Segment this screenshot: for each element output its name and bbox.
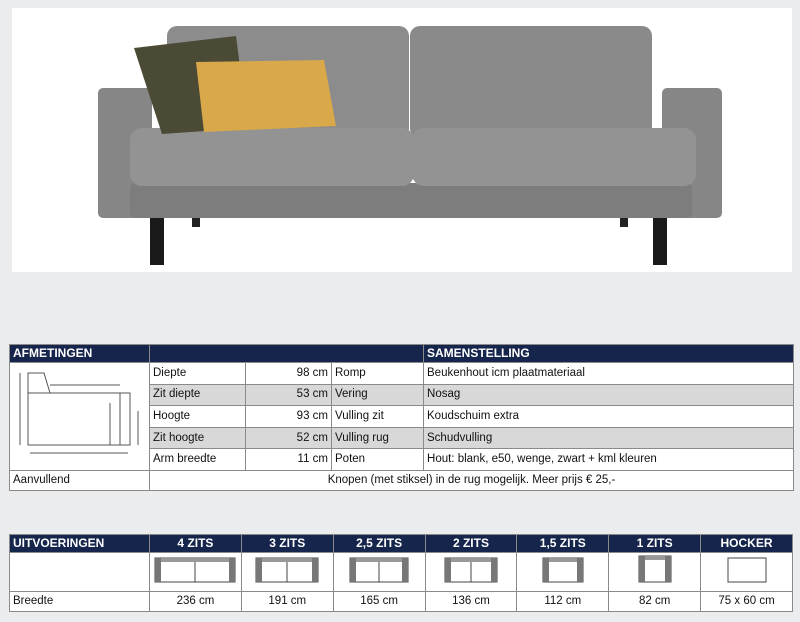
composition-value: Koudschuim extra xyxy=(424,406,794,428)
width-value: 75 x 60 cm xyxy=(701,592,793,612)
dimension-value: 93 cm xyxy=(246,406,332,428)
dimension-diagram-icon xyxy=(10,363,150,471)
version-column: 1 ZITS xyxy=(609,535,701,553)
dimension-label: Zit diepte xyxy=(150,384,246,406)
width-value: 136 cm xyxy=(425,592,517,612)
width-value: 112 cm xyxy=(517,592,609,612)
dimension-label: Diepte xyxy=(150,363,246,385)
versions-header: UITVOERINGEN xyxy=(10,535,150,553)
sofa-1-icon xyxy=(609,553,701,592)
extra-text: Knopen (met stiksel) in de rug mogelijk. Meer prijs € 25,- xyxy=(150,471,794,491)
composition-value: Nosag xyxy=(424,384,794,406)
version-column: 2,5 ZITS xyxy=(333,535,425,553)
composition-header: SAMENSTELLING xyxy=(424,345,794,363)
sofa-1-5-icon xyxy=(517,553,609,592)
sofa-3-icon xyxy=(241,553,333,592)
width-value: 165 cm xyxy=(333,592,425,612)
width-value: 236 cm xyxy=(150,592,242,612)
width-value: 191 cm xyxy=(241,592,333,612)
version-column: 4 ZITS xyxy=(150,535,242,553)
sofa-2-icon xyxy=(425,553,517,592)
width-label: Breedte xyxy=(10,592,150,612)
version-column: 1,5 ZITS xyxy=(517,535,609,553)
hocker-icon xyxy=(701,553,793,592)
composition-label: Vulling zit xyxy=(332,406,424,428)
dimension-label: Zit hoogte xyxy=(150,427,246,449)
version-column: 3 ZITS xyxy=(241,535,333,553)
versions-table xyxy=(9,534,793,612)
dimension-value: 98 cm xyxy=(246,363,332,385)
composition-label: Poten xyxy=(332,449,424,471)
dimensions-header: AFMETINGEN xyxy=(10,345,150,363)
dimension-value: 52 cm xyxy=(246,427,332,449)
composition-value: Hout: blank, e50, wenge, zwart + kml kleuren xyxy=(424,449,794,471)
width-value: 82 cm xyxy=(609,592,701,612)
sofa-2-5-icon xyxy=(333,553,425,592)
composition-value: Beukenhout icm plaatmateriaal xyxy=(424,363,794,385)
composition-value: Schudvulling xyxy=(424,427,794,449)
version-column: 2 ZITS xyxy=(425,535,517,553)
dimension-label: Arm breedte xyxy=(150,449,246,471)
dimension-value: 53 cm xyxy=(246,384,332,406)
composition-label: Romp xyxy=(332,363,424,385)
sofa-photo xyxy=(12,8,792,272)
extra-label: Aanvullend xyxy=(10,471,150,491)
composition-label: Vering xyxy=(332,384,424,406)
dimension-label: Hoogte xyxy=(150,406,246,428)
version-column: HOCKER xyxy=(701,535,793,553)
dimensions-composition-table xyxy=(9,344,794,491)
sofa-4-icon xyxy=(150,553,242,592)
dimension-value: 11 cm xyxy=(246,449,332,471)
composition-label: Vulling rug xyxy=(332,427,424,449)
